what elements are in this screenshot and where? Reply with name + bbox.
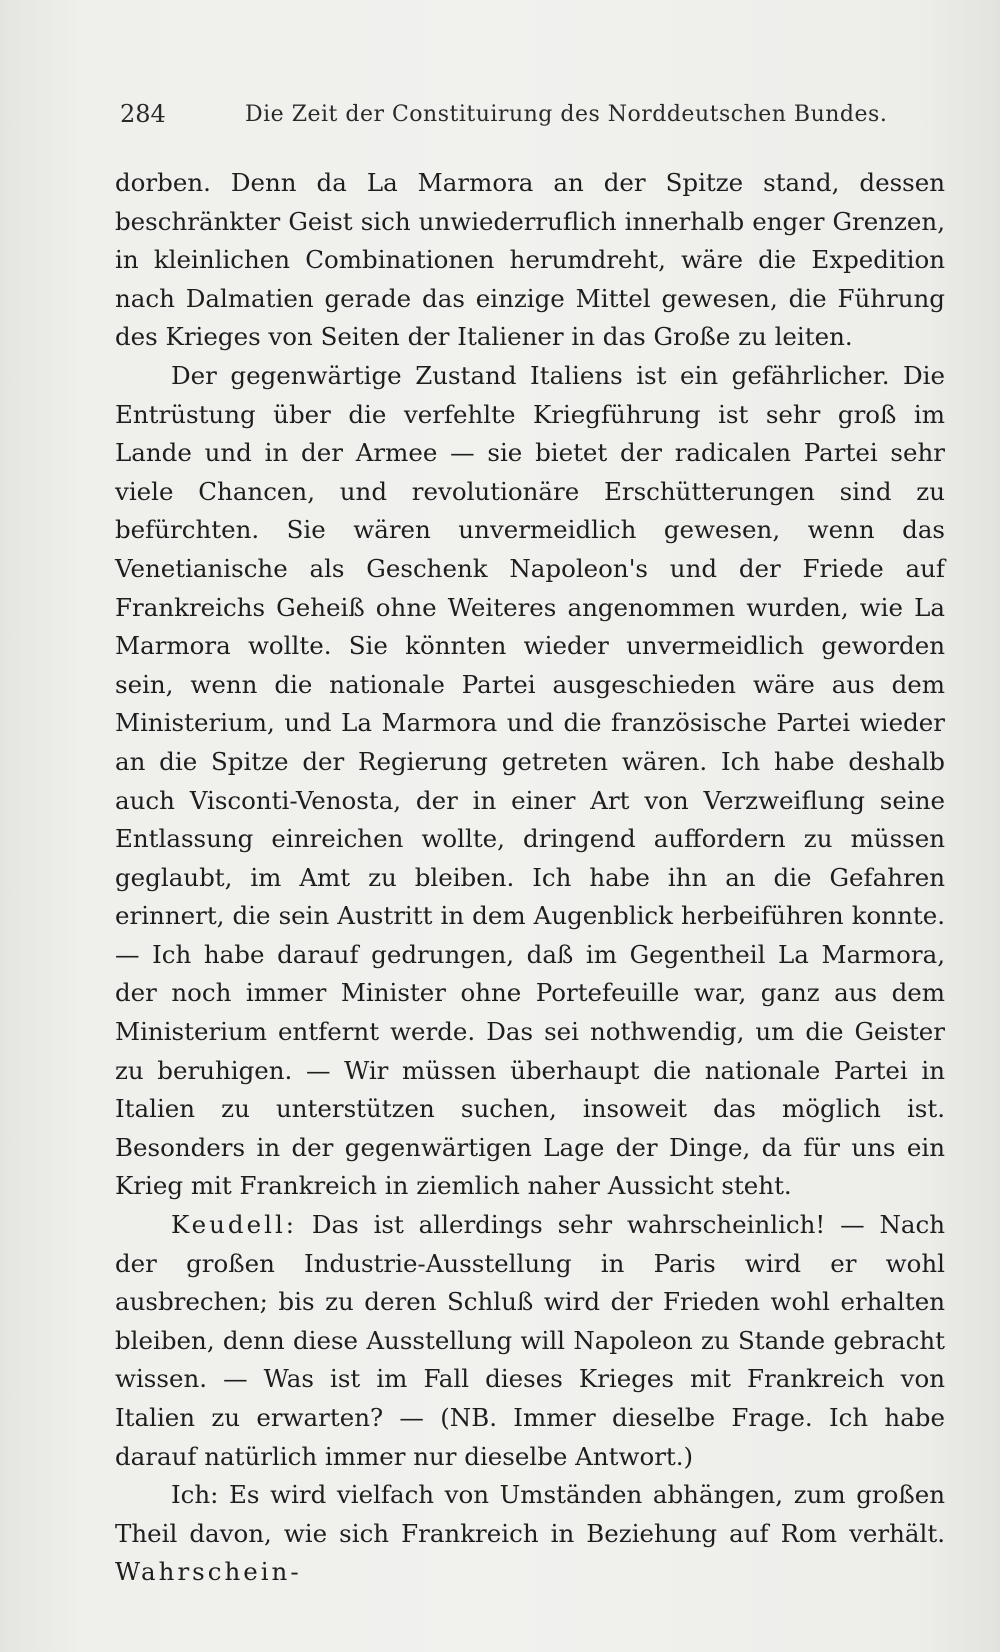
spaced-word: Wahrschein- [115, 1557, 302, 1587]
paragraph-text: dorben. Denn da La Marmora an der Spitze stand, dessen beschränkter Geist sich unwiederruflich innerhalb enger Grenzen, in kleinlichen Combinationen herumdreht, wäre die Expedition nach Dalmatien gerade das einzige Mittel gewesen, die Führung des Krieges von Seiten der Italiener in das Große zu leiten. [115, 168, 945, 352]
paragraph-4 [115, 1476, 945, 1592]
page-number: 284 [120, 100, 166, 128]
paragraph-1 [115, 164, 945, 357]
body-text [115, 164, 945, 1592]
speaker-name: Ich: [171, 1480, 219, 1510]
running-title: Die Zeit der Constituirung des Norddeutschen Bundes. [245, 102, 888, 127]
paragraph-text: Der gegenwärtige Zustand Italiens ist ein gefährlicher. Die Entrüstung über die verfehlte Kriegführung ist sehr groß im Lande und in der Armee — sie bietet der radicalen Partei sehr viele Chancen, und revolutionäre Erschütterungen sind zu befürchten. Sie wären unvermeidlich gewesen, wenn das Venetianische als Geschenk Napoleon's und der Friede auf Frankreichs Geheiß ohne Weiteres angenommen wurden, wie La Marmora wollte. Sie könnten wieder unvermeidlich geworden sein, wenn die nationale Partei ausgeschieden wäre aus dem Ministerium, und La Marmora und die französische Partei wieder an die Spitze der Regierung getreten wären. Ich habe deshalb auch Visconti-Venosta, der in einer Art von Verzweiflung seine Entlassung einreichen wollte, dringend auffordern zu müssen geglaubt, im Amt zu bleiben. Ich habe ihn an die Gefahren erinnert, die sein Austritt in dem Augenblick herbeiführen konnte. — Ich habe darauf gedrungen, daß im Gegentheil La Marmora, der noch immer Minister ohne Portefeuille war, ganz aus dem Ministerium entfernt werde. Das sei nothwendig, um die Geister zu beruhigen. — Wir müssen überhaupt die nationale Partei in Italien zu unterstützen suchen, insoweit das möglich ist. Besonders in der gegenwärtigen Lage der Dinge, da für uns ein Krieg mit Frankreich in ziemlich naher Aussicht steht. [115, 360, 945, 1201]
paragraph-text: Das ist allerdings sehr wahrscheinlich! — Nach der großen Industrie-Ausstellung in Paris wird er wohl ausbrechen; bis zu deren Schluß wird der Frieden wohl erhalten bleiben, denn diese Ausstellung will Napoleon zu Stande gebracht wissen. — Was ist im Fall dieses Krieges mit Frankreich von Italien zu erwarten? — (NB. Immer dieselbe Frage. Ich habe darauf natürlich immer nur dieselbe Antwort.) [115, 1210, 945, 1471]
paragraph-text: Es wird vielfach von Umständen abhängen, zum großen Theil davon, wie sich Frankreich in Beziehung auf Rom verhält. [115, 1480, 945, 1548]
paragraph-3 [115, 1206, 945, 1476]
paragraph-2 [115, 357, 945, 1206]
page-header [120, 100, 940, 140]
speaker-name: Keudell: [171, 1210, 298, 1240]
